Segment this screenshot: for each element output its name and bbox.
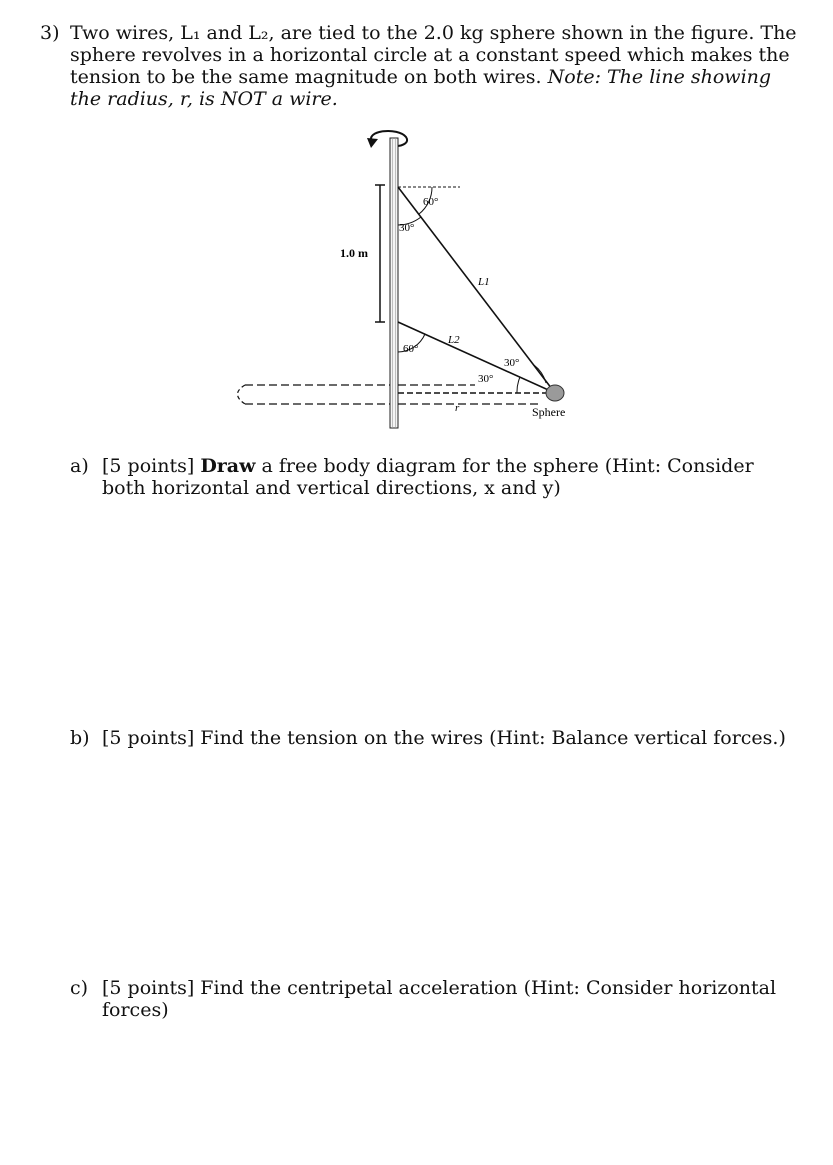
orbit-left-edge	[238, 385, 246, 404]
rotation-arrow-icon	[371, 131, 407, 146]
angle-l2-pole-label: 60°	[403, 343, 419, 355]
sphere	[546, 385, 564, 401]
rotation-arrowhead-icon	[367, 138, 378, 148]
vertical-pole	[390, 138, 398, 428]
wire-l2	[398, 322, 555, 393]
part-c	[70, 977, 790, 1021]
part-a-text: a free body diagram for the sphere (Hint: Consider both horizontal and vertical directions, x and y)	[102, 455, 754, 499]
part-a-points: [5 points]	[102, 455, 195, 477]
wire-l1	[398, 187, 555, 393]
height-label: 1.0 m	[340, 246, 368, 260]
part-a-label: a)	[70, 455, 89, 477]
radius-label: r	[455, 402, 460, 414]
part-b-points: [5 points]	[102, 727, 195, 749]
part-a-bold: Draw	[200, 455, 256, 477]
angle-top-outer-label: 60°	[423, 196, 439, 208]
question-body: Two wires, L₁ and L₂, are tied to the 2.0 kg sphere shown in the figure. The sphere revolves in a horizontal circle at a constant speed which makes the tension to be the same magnitude on both wires.	[70, 22, 797, 88]
question-number: 3)	[40, 22, 60, 44]
figure-svg	[220, 125, 600, 435]
part-c-points: [5 points]	[102, 977, 195, 999]
question-text	[70, 22, 800, 110]
angle-sphere-l1-label: 30°	[504, 357, 520, 369]
part-b-label: b)	[70, 727, 90, 749]
wire-l1-label: L1	[478, 276, 490, 288]
part-c-text: Find the centripetal acceleration (Hint: Consider horizontal forces)	[102, 977, 777, 1021]
wire-l2-label: L2	[448, 334, 460, 346]
angle-sphere-l2-label: 30°	[478, 373, 494, 385]
sphere-label: Sphere	[532, 405, 566, 419]
question-header	[40, 22, 800, 110]
part-c-label: c)	[70, 977, 89, 999]
part-b	[70, 727, 790, 749]
angle-arc-sphere-l2	[517, 377, 520, 393]
part-a	[70, 455, 790, 499]
angle-top-inner-label: 30°	[399, 222, 415, 234]
question-note: Note: The line showing the radius, r, is NOT a wire.	[70, 66, 772, 110]
physics-figure	[220, 125, 600, 439]
part-b-text: Find the tension on the wires (Hint: Balance vertical forces.)	[194, 727, 786, 749]
